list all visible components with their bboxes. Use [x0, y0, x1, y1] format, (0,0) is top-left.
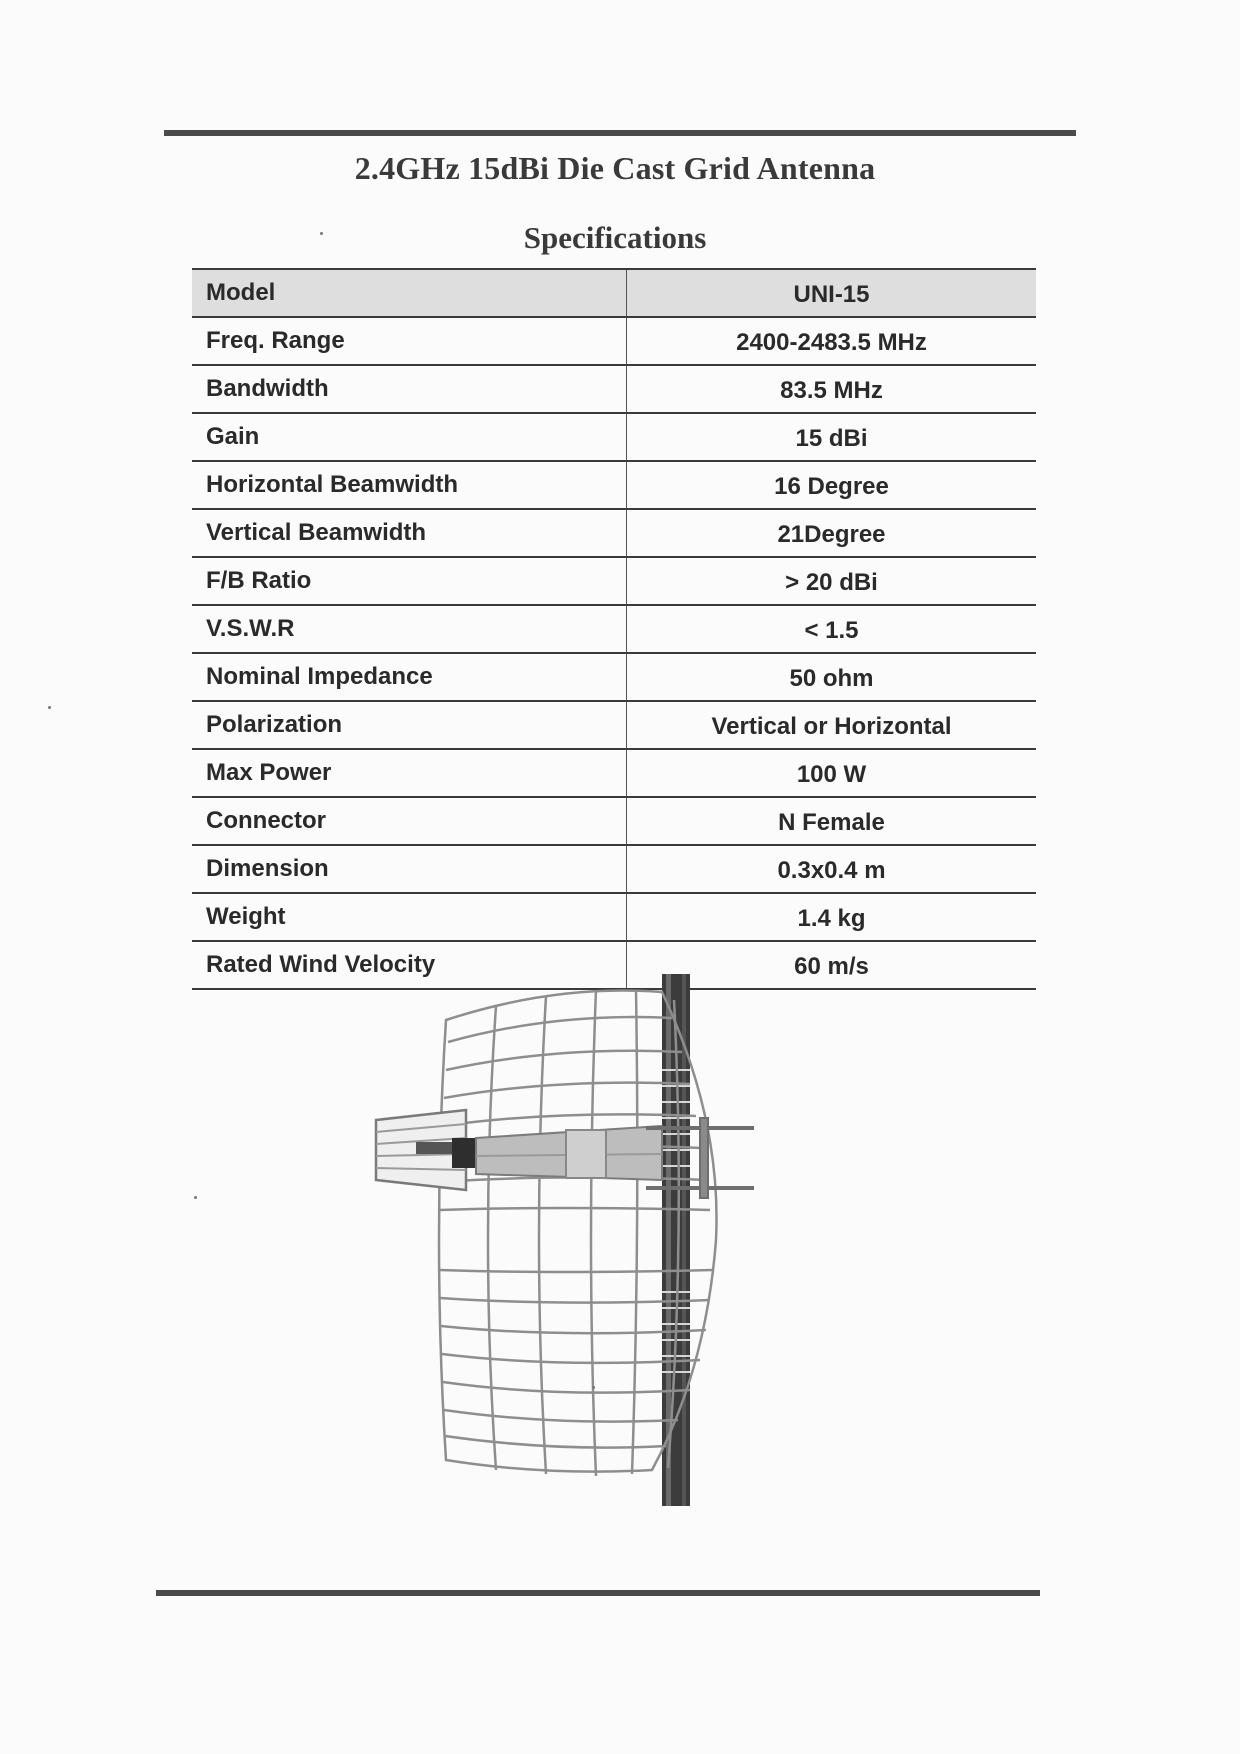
scan-speck — [48, 706, 51, 709]
table-row — [192, 365, 1036, 413]
spec-value: 83.5 MHz — [627, 365, 1037, 413]
spec-value: 60 m/s — [627, 941, 1037, 989]
table-row — [192, 509, 1036, 557]
specifications-table — [192, 268, 1036, 990]
spec-label: V.S.W.R — [192, 605, 627, 653]
spec-value: 100 W — [627, 749, 1037, 797]
table-header-row — [192, 269, 1036, 317]
spec-value: < 1.5 — [627, 605, 1037, 653]
spec-label: F/B Ratio — [192, 557, 627, 605]
table-row — [192, 893, 1036, 941]
spec-value: 1.4 kg — [627, 893, 1037, 941]
top-rule — [164, 130, 1076, 136]
spec-label: Max Power — [192, 749, 627, 797]
document-title: 2.4GHz 15dBi Die Cast Grid Antenna — [354, 150, 876, 186]
spec-label: Horizontal Beamwidth — [192, 461, 627, 509]
table-row — [192, 461, 1036, 509]
table-row — [192, 749, 1036, 797]
spec-label: Weight — [192, 893, 627, 941]
spec-label: Vertical Beamwidth — [192, 509, 627, 557]
spec-value: 2400-2483.5 MHz — [627, 317, 1037, 365]
spec-label: Dimension — [192, 845, 627, 893]
bottom-rule — [156, 1590, 1040, 1596]
scan-speck — [592, 1386, 595, 1389]
scan-speck — [320, 232, 323, 235]
spec-value: Vertical or Horizontal — [627, 701, 1037, 749]
spec-value: 50 ohm — [627, 653, 1037, 701]
spec-value: 15 dBi — [627, 413, 1037, 461]
spec-value: > 20 dBi — [627, 557, 1037, 605]
spec-label: Nominal Impedance — [192, 653, 627, 701]
spec-value: N Female — [627, 797, 1037, 845]
spec-value: 21Degree — [627, 509, 1037, 557]
spec-value: 0.3x0.4 m — [627, 845, 1037, 893]
document-subtitle: Specifications — [523, 220, 707, 255]
table-row — [192, 845, 1036, 893]
spec-label: Freq. Range — [192, 317, 627, 365]
grid-antenna-image — [356, 970, 776, 1510]
table-row — [192, 605, 1036, 653]
table-row — [192, 797, 1036, 845]
spec-label: Polarization — [192, 701, 627, 749]
spec-label: Connector — [192, 797, 627, 845]
spec-label: Model — [192, 269, 627, 317]
table-row — [192, 557, 1036, 605]
boom-arm — [476, 1126, 662, 1180]
spec-value: UNI-15 — [627, 269, 1037, 317]
spec-value: 16 Degree — [627, 461, 1037, 509]
feed-horn — [376, 1110, 480, 1190]
table-row — [192, 701, 1036, 749]
scan-speck — [194, 1196, 197, 1199]
table-row — [192, 317, 1036, 365]
table-row — [192, 653, 1036, 701]
table-row — [192, 413, 1036, 461]
spec-label: Gain — [192, 413, 627, 461]
spec-label: Rated Wind Velocity — [192, 941, 627, 989]
spec-label: Bandwidth — [192, 365, 627, 413]
